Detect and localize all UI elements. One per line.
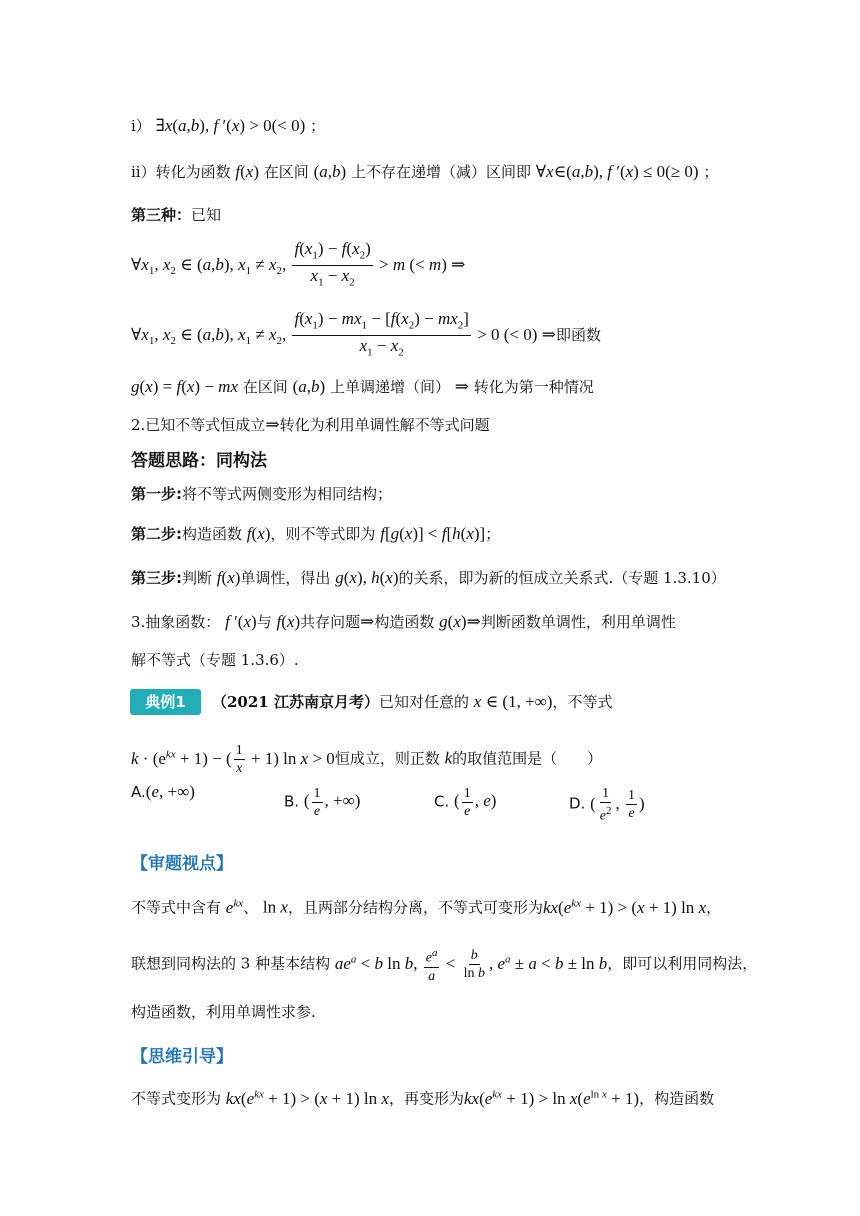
- example-badge: 典例1: [130, 689, 201, 715]
- formula-line-5: $\forall x_1$, $x_2$ ∈ (a,b), $x_1 \ne x_2$, $\frac{f(x_1) - mx_1 - [f(x_2) - mx_2]}{x_1 - x_2}$ > 0 (< 0) ⇒即函数: [131, 309, 601, 359]
- condition-line-2: ii）转化为函数 f(x) 在区间 (a,b) 上不存在递增（减）区间即 ∀x∈(a,b), f ′(x) ≤ 0(≥ 0) ；: [131, 162, 719, 181]
- example-question-line-2: $k \cdot (e^{kx} + 1)$ − ( $\frac{1}{x}$ + 1) ln x > 0恒成立，则正数 k的取值范围是（ ）: [131, 743, 603, 777]
- review-heading: 【审题视点】: [131, 854, 233, 874]
- answer-approach-heading: 答题思路：同构法: [131, 451, 267, 471]
- review-paragraph-3: 构造函数，利用单调性求参.: [131, 1003, 316, 1021]
- label-i: i）: [131, 117, 151, 135]
- step-2: 第二步:构造函数 f(x)，则不等式即为 f[g(x)] < f[h(x)]；: [131, 524, 501, 543]
- point-3: 3.抽象函数： f ′(x)与 f(x)共存问题⇒构造函数 g(x)⇒判断函数单调性，利用单调性: [131, 612, 676, 631]
- condition-line-1: i） ∃x(a,b), f ′(x) > 0(< 0) ；: [131, 116, 326, 135]
- formula-line-7: g(x) = f(x) − mx 在区间 (a,b) 上单调递增（间） ⇒ 转化为第一种情况: [131, 377, 594, 396]
- formula-exists: ∃x(a,b), f ′(x) > 0(< 0): [155, 116, 306, 135]
- option-d[interactable]: D. ( $\frac{1}{e^2}$ , $\frac{1}{e}$ ): [569, 786, 645, 824]
- guide-heading: 【思维引导】: [131, 1047, 233, 1067]
- third-type-heading: 第三种：已知: [131, 206, 222, 224]
- step-1: 第一步:将不等式两侧变形为相同结构；: [131, 485, 393, 503]
- review-paragraph-1: 不等式中含有 $e^{kx}$、 ln x，且两部分结构分离，不等式可变形为$kx(e^{kx} + 1) > (x + 1)$ ln x，: [131, 897, 722, 917]
- point-2: 2.已知不等式恒成立⇒转化为利用单调性解不等式问题: [131, 415, 490, 434]
- step-3: 第三步:判断 f(x)单调性，得出 g(x), h(x)的关系，即为新的恒成立关系式.（专题 1.3.10）: [131, 568, 726, 587]
- guide-paragraph-1: 不等式变形为 $kx(e^{kx} + 1) > (x + 1)$ ln x，再变形为$kx(e^{kx} + 1) > \ln x(e^{ln x} + 1)$，构造函数: [131, 1088, 715, 1108]
- review-paragraph-2: 联想到同构法的 3 种基本结构 $ae^a < b$ ln b, $\frac{e^a}{a}$ < $\frac{b}{\text{ln b}}$ , $e^a \pm a < b \pm \ln b$，即可以利用同构法，: [131, 946, 758, 984]
- point-3-cont: 解不等式（专题 1.3.6）.: [131, 651, 299, 669]
- option-b[interactable]: B. ( $\frac{1}{e}$ , +∞): [284, 786, 361, 819]
- formula-line-4: $\forall x_1$, $x_2$ ∈ (a,b), $x_1 \ne x_2$, $\frac{f(x_1) - f(x_2)}{x_1 - x_2}$ > m (< m) ⇒: [131, 239, 466, 289]
- option-c[interactable]: C. ( $\frac{1}{e}$ , e): [434, 786, 497, 819]
- option-a[interactable]: A.(e, +∞): [131, 782, 195, 801]
- example-question-line-1: （2021 江苏南京月考）已知对任意的 x ∈ (1, +∞)，不等式: [212, 692, 613, 711]
